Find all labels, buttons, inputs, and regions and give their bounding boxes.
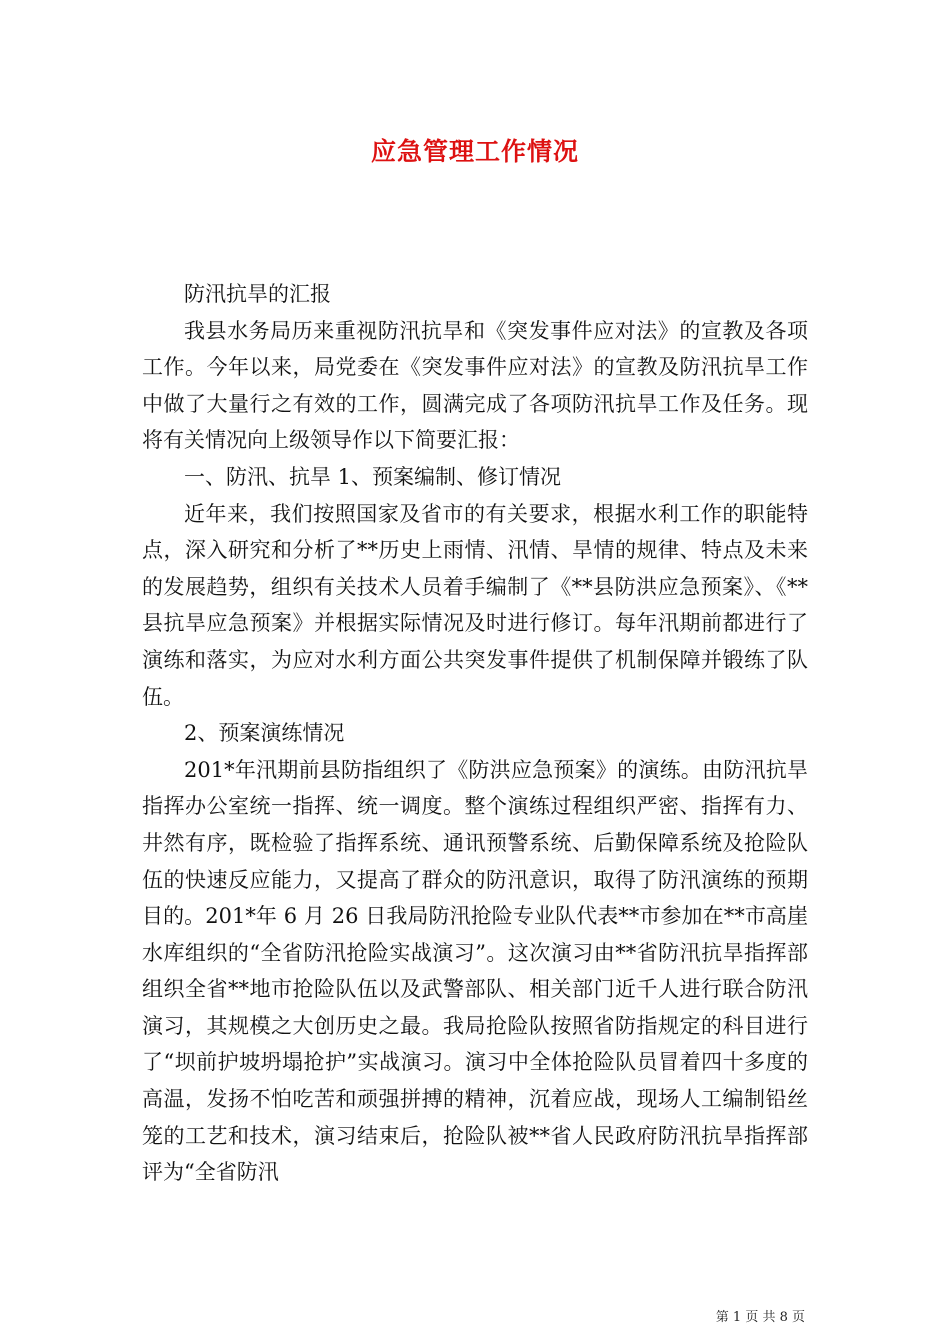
paragraph-heading-report: 防汛抗旱的汇报 [184,282,331,306]
paragraph-drill: 201*年汛期前县防指组织了《防洪应急预案》的演练。由防汛抗旱指挥办公室统一指挥、统一调度。整个演练过程组织严密、指挥有力、井然有序，既检验了指挥系统、通讯预警系统、后勤保障系统及抢险队伍的快速反应能力，又提高了群众的防汛意识，取得了防汛演练的预期目的。201*年 6 月 26 日我局防汛抢险专业队代表**市参加在**市高崖水库组织的“全省防汛抢险实战演习”。这次演习由**省防汛抗旱指挥部组织全省**地市抢险队伍以及武警部队、相关部门近千人进行联合防汛演习，其规模之大创历史之最。我局抢险队按照省防指规定的科目进行了“坝前护坡坍塌抢护”实战演习。演习中全体抢险队员冒着四十多度的高温，发扬不怕吃苦和顽强拼搏的精神，沉着应战，现场人工编制铅丝笼的工艺和技术，演习结束后，抢险队被**省人民政府防汛抗旱指挥部评为“全省防汛 [142,757,808,1185]
document-body [142,276,808,1191]
paragraph-plan-compilation: 近年来，我们按照国家及省市的有关要求，根据水利工作的职能特点，深入研究和分析了**历史上雨情、汛情、旱情的规律、特点及未来的发展趋势，组织有关技术人员着手编制了《**县防洪应急预案》、《**县抗旱应急预案》并根据实际情况及时进行修订。每年汛期前都进行了演练和落实，为应对水利方面公共突发事件提供了机制保障并锻练了队伍。 [142,501,808,709]
paragraph-section-two: 2、预案演练情况 [184,721,345,746]
page-number: 第 1 页 共 8 页 [715,1310,805,1325]
document-title: 应急管理工作情况 [370,137,579,166]
paragraph-section-one: 一、防汛、抗旱 1、预案编制、修订情况 [184,464,562,489]
paragraph-intro: 我县水务局历来重视防汛抗旱和《突发事件应对法》的宣教及各项工作。今年以来，局党委在《突发事件应对法》的宣教及防汛抗旱工作中做了大量行之有效的工作，圆满完成了各项防汛抗旱工作及任务。现将有关情况向上级领导作以下简要汇报： [142,318,808,453]
